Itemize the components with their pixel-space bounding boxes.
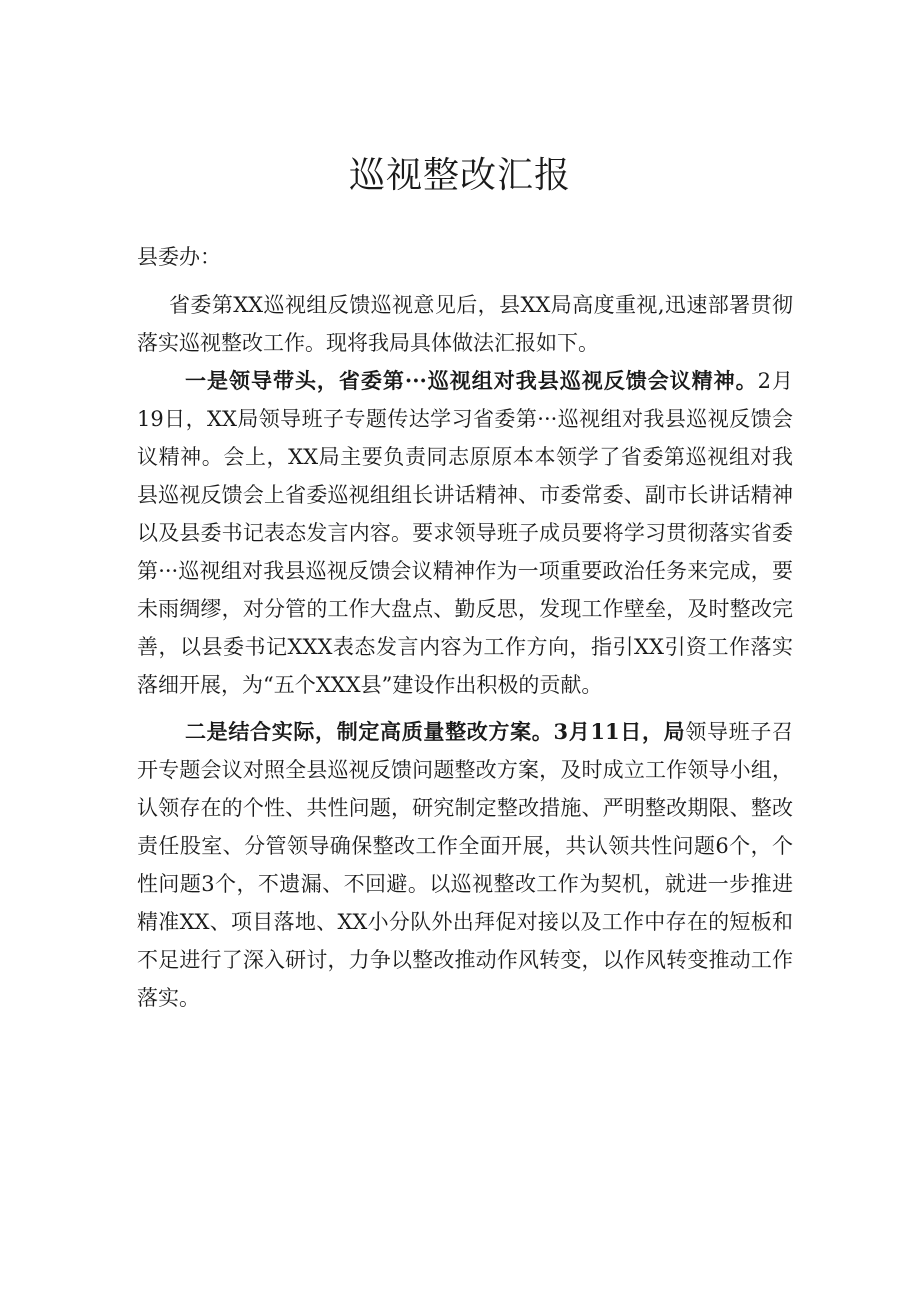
section-1-heading: 一是领导带头，省委第···巡视组对我县巡视反馈会议精神。 xyxy=(185,368,758,393)
intro-paragraph: 省委第XX巡视组反馈巡视意见后，县XX局高度重视,迅速部署贯彻落实巡视整改工作。现将我局具体做法汇报如下。 xyxy=(137,293,793,355)
section-2-date: 3月11日，局 xyxy=(553,719,686,744)
section-1-body: 2月19日，XX局领导班子专题传达学习省委第···巡视组对我县巡视反馈会议精神。会上，XX局主要负责同志原原本本领学了省委第巡视组对我县巡视反馈会上省委巡视组组长讲话精神、市委常委、副市长讲话精神以及县委书记表态发言内容。要求领导班子成员要将学习贯彻落实省委第···巡视组对我县巡视反馈会议精神作为一项重要政治任务来完成，要未雨绸缪，对分管的工作大盘点、勤反思，发现工作壁垒，及时整改完善，以县委书记XXX表态发言内容为工作方向，指引XX引资工作落实落细开展，为“五个XXX县”建设作出积极的贡献。 xyxy=(137,369,793,697)
section-1-paragraph xyxy=(137,362,793,704)
document-body xyxy=(137,238,793,1017)
salutation: 县委办： xyxy=(137,245,221,269)
section-2-body: 领导班子召开专题会议对照全县巡视反馈问题整改方案，及时成立工作领导小组，认领存在的个性、共性问题，研究制定整改措施、严明整改期限、整改责任股室、分管领导确保整改工作全面开展，共认领共性问题6个，个性问题3个，不遗漏、不回避。以巡视整改工作为契机，就进一步推进精准XX、项目落地、XX小分队外出拜促对接以及工作中存在的短板和不足进行了深入研讨，力争以整改推动作风转变，以作风转变推动工作落实。 xyxy=(137,720,794,1010)
document-title: 巡视整改汇报 xyxy=(348,155,571,196)
section-2-paragraph xyxy=(137,713,793,1017)
section-2-heading: 二是结合实际，制定高质量整改方案。 xyxy=(185,719,554,744)
